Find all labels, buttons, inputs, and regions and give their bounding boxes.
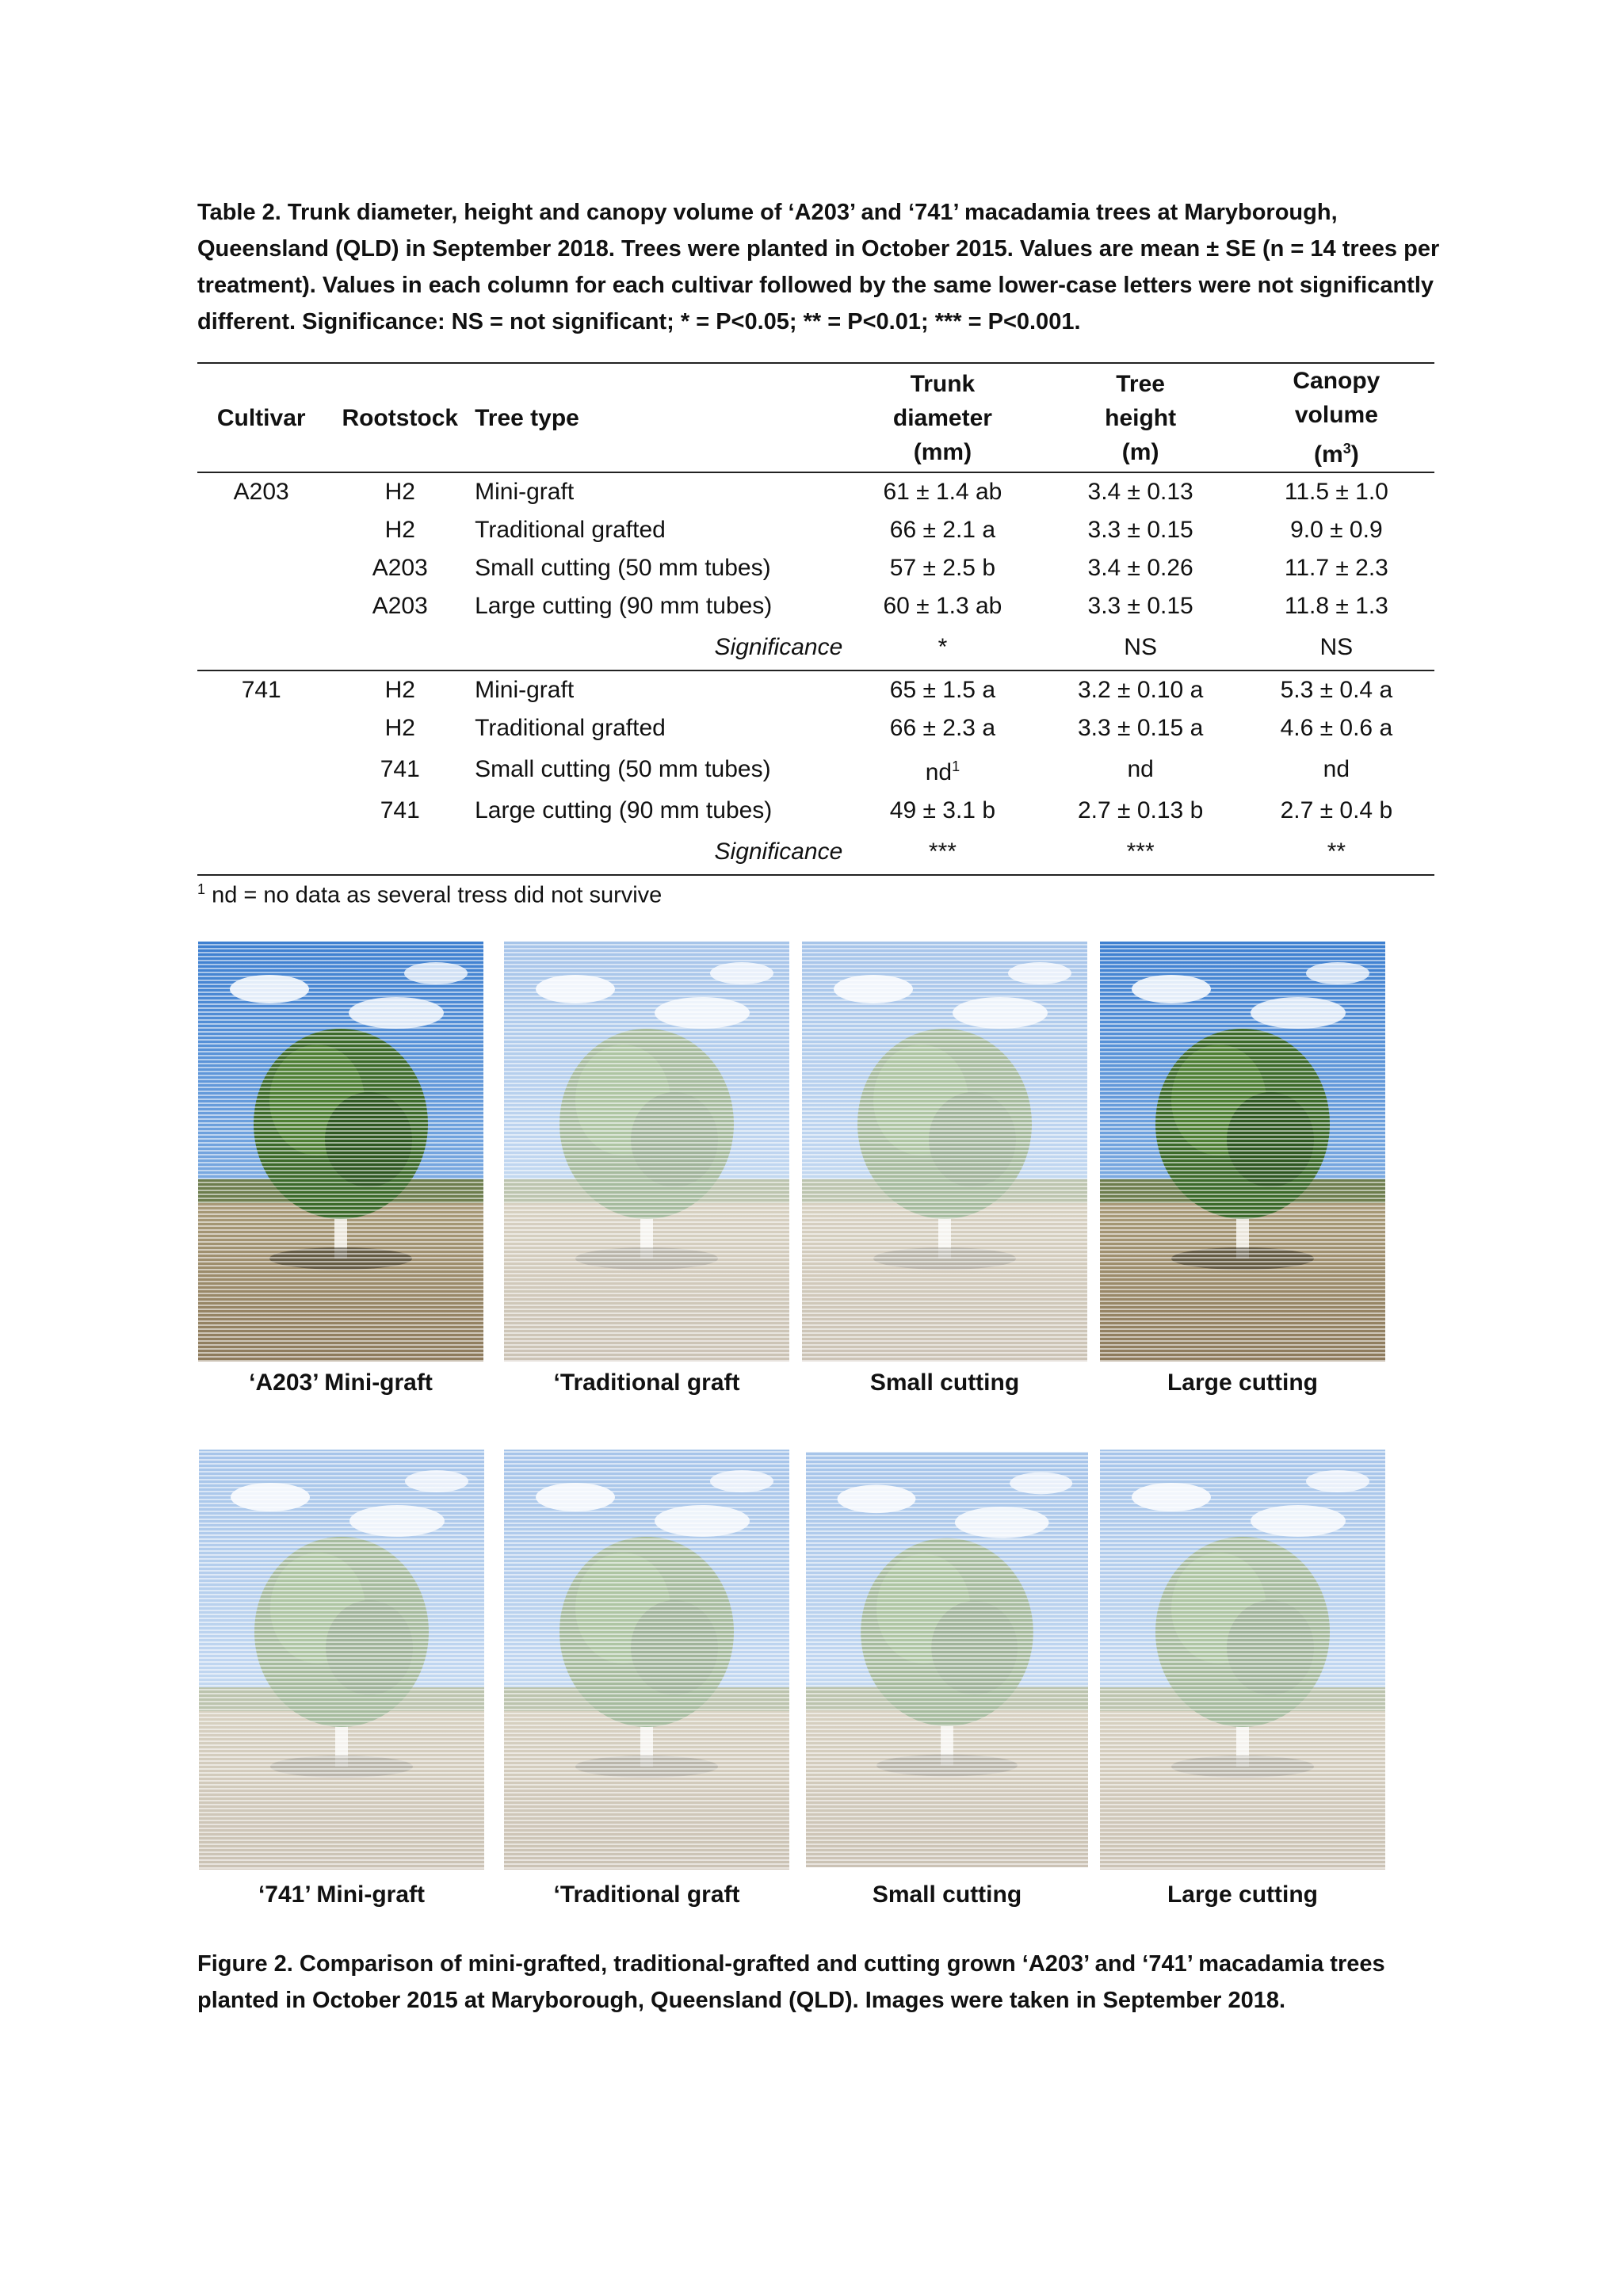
header-canopy-superscript: 3 <box>1342 441 1351 457</box>
photo-741-mini-graft <box>199 1449 484 1870</box>
height-cell: 2.7 ± 0.13 b <box>1078 797 1204 823</box>
significance-height: *** <box>1043 830 1239 875</box>
header-trunk-diameter <box>842 363 1042 472</box>
table-row <box>197 511 1434 549</box>
header-height-line1: Tree <box>1116 370 1165 397</box>
tree-type-cell: Mini-graft <box>475 479 575 505</box>
photo-a203-traditional-graft <box>504 942 789 1362</box>
header-cultivar: Cultivar <box>197 363 325 472</box>
header-rootstock: Rootstock <box>325 363 475 472</box>
trunk-value: nd <box>925 759 953 785</box>
height-cell: 3.4 ± 0.26 <box>1087 555 1193 581</box>
tree-type-cell: Small cutting (50 mm tubes) <box>475 555 771 581</box>
trunk-cell: 66 ± 2.3 a <box>889 715 996 741</box>
rootstock-cell: A203 <box>372 555 428 581</box>
tree-type-cell: Small cutting (50 mm tubes) <box>475 756 771 782</box>
header-trunk-line2: diameter <box>892 404 992 431</box>
canopy-cell: 4.6 ± 0.6 a <box>1280 715 1393 741</box>
height-cell: 3.2 ± 0.10 a <box>1078 677 1204 703</box>
significance-row <box>197 830 1434 875</box>
footnote-marker: 1 <box>952 758 960 774</box>
table-caption: Table 2. Trunk diameter, height and canopy volume of ‘A203’ and ‘741’ macadamia trees at Maryborough, Queensland (QLD) in September 2018. Trees were planted in October 2015. Values are mean ± SE (n = 14 trees per treatment). Values in each column for each cultivar followed by the same lower-case letters were not significantly different. Significance: NS = not significant; * = P<0.05; ** = P<0.01; *** = P<0.001. <box>197 200 1440 334</box>
footnote-text: nd = no data as several tress did not survive <box>205 882 663 908</box>
photo-label: ‘Traditional graft <box>553 1370 740 1396</box>
table-row <box>197 587 1434 625</box>
table-row <box>197 747 1434 792</box>
trunk-cell: 61 ± 1.4 ab <box>883 479 1002 505</box>
header-canopy-line1: Canopy <box>1293 368 1381 394</box>
canopy-cell: 2.7 ± 0.4 b <box>1280 797 1393 823</box>
canopy-cell: 5.3 ± 0.4 a <box>1280 677 1393 703</box>
header-trunk-line1: Trunk <box>910 370 976 397</box>
cultivar-cell: 741 <box>241 677 281 703</box>
header-canopy-line3: (m <box>1314 441 1343 468</box>
canopy-cell: 11.8 ± 1.3 <box>1284 593 1388 619</box>
rootstock-cell: 741 <box>380 756 420 782</box>
header-tree-type: Tree type <box>475 363 842 472</box>
table-row <box>197 792 1434 830</box>
table-row <box>197 709 1434 747</box>
significance-row <box>197 625 1434 670</box>
photo-a203-large-cutting <box>1100 942 1385 1362</box>
header-canopy-line3-end: ) <box>1350 441 1359 468</box>
canopy-cell: 11.7 ± 2.3 <box>1284 555 1388 581</box>
canopy-cell: 11.5 ± 1.0 <box>1284 479 1388 505</box>
significance-trunk: *** <box>842 830 1042 875</box>
photo-label: Large cutting <box>1167 1881 1318 1908</box>
tree-type-cell: Large cutting (90 mm tubes) <box>475 593 773 619</box>
trunk-cell: 60 ± 1.3 ab <box>883 593 1002 619</box>
height-cell: 3.3 ± 0.15 <box>1087 517 1193 543</box>
photo-741-large-cutting <box>1100 1449 1385 1870</box>
photo-label: ‘741’ Mini-graft <box>258 1881 426 1908</box>
photo-741-traditional-graft <box>504 1449 789 1870</box>
rootstock-cell: H2 <box>384 715 415 741</box>
trunk-cell: 49 ± 3.1 b <box>889 797 996 823</box>
tree-type-cell: Mini-graft <box>475 677 575 703</box>
tree-type-cell: Traditional grafted <box>475 517 666 543</box>
tree-type-cell: Traditional grafted <box>475 715 666 741</box>
photo-label: Small cutting <box>872 1881 1022 1908</box>
rootstock-cell: H2 <box>384 479 415 505</box>
significance-canopy: ** <box>1239 830 1434 875</box>
header-height-line3: (m) <box>1121 438 1159 465</box>
canopy-cell: nd <box>1323 756 1350 782</box>
header-trunk-line3: (mm) <box>913 438 972 465</box>
photo-label: ‘A203’ Mini-graft <box>249 1370 433 1396</box>
photo-741-small-cutting <box>806 1449 1088 1870</box>
rootstock-cell: H2 <box>384 517 415 543</box>
table-row <box>197 670 1434 709</box>
figure-caption: Figure 2. Comparison of mini-grafted, traditional-grafted and cutting grown ‘A203’ and ‘741’ macadamia trees planted in October 2015 at Maryborough, Queensland (QLD). Images were taken in September 2018. <box>197 1951 1385 2013</box>
photo-a203-mini-graft <box>197 942 484 1362</box>
photo-label: ‘Traditional graft <box>553 1881 740 1908</box>
table-row <box>197 472 1434 511</box>
cultivar-cell: A203 <box>233 479 289 505</box>
table-row <box>197 549 1434 587</box>
photo-label: Small cutting <box>869 1370 1020 1396</box>
photo-a203-small-cutting <box>802 942 1087 1362</box>
footnote-mark: 1 <box>197 881 206 897</box>
photo-label: Large cutting <box>1167 1370 1318 1396</box>
trunk-cell: 65 ± 1.5 a <box>889 677 996 703</box>
rootstock-cell: 741 <box>380 797 420 823</box>
header-height-line2: height <box>1105 404 1177 431</box>
header-canopy-volume <box>1239 363 1434 472</box>
height-cell: 3.3 ± 0.15 <box>1087 593 1193 619</box>
table-footnote <box>197 881 662 909</box>
height-cell: 3.4 ± 0.13 <box>1087 479 1193 505</box>
significance-trunk: * <box>842 625 1042 670</box>
significance-label: Significance <box>475 625 842 670</box>
rootstock-cell: H2 <box>384 677 415 703</box>
trunk-cell: 66 ± 2.1 a <box>889 517 996 543</box>
height-cell: 3.3 ± 0.15 a <box>1078 715 1204 741</box>
significance-label: Significance <box>475 830 842 875</box>
results-table <box>197 362 1434 876</box>
rootstock-cell: A203 <box>372 593 428 619</box>
tree-type-cell: Large cutting (90 mm tubes) <box>475 797 773 823</box>
trunk-cell: 57 ± 2.5 b <box>889 555 996 581</box>
significance-height: NS <box>1043 625 1239 670</box>
significance-canopy: NS <box>1239 625 1434 670</box>
header-canopy-line2: volume <box>1294 402 1378 428</box>
height-cell: nd <box>1127 756 1154 782</box>
canopy-cell: 9.0 ± 0.9 <box>1290 517 1383 543</box>
trunk-cell <box>842 747 1042 792</box>
header-tree-height <box>1043 363 1239 472</box>
